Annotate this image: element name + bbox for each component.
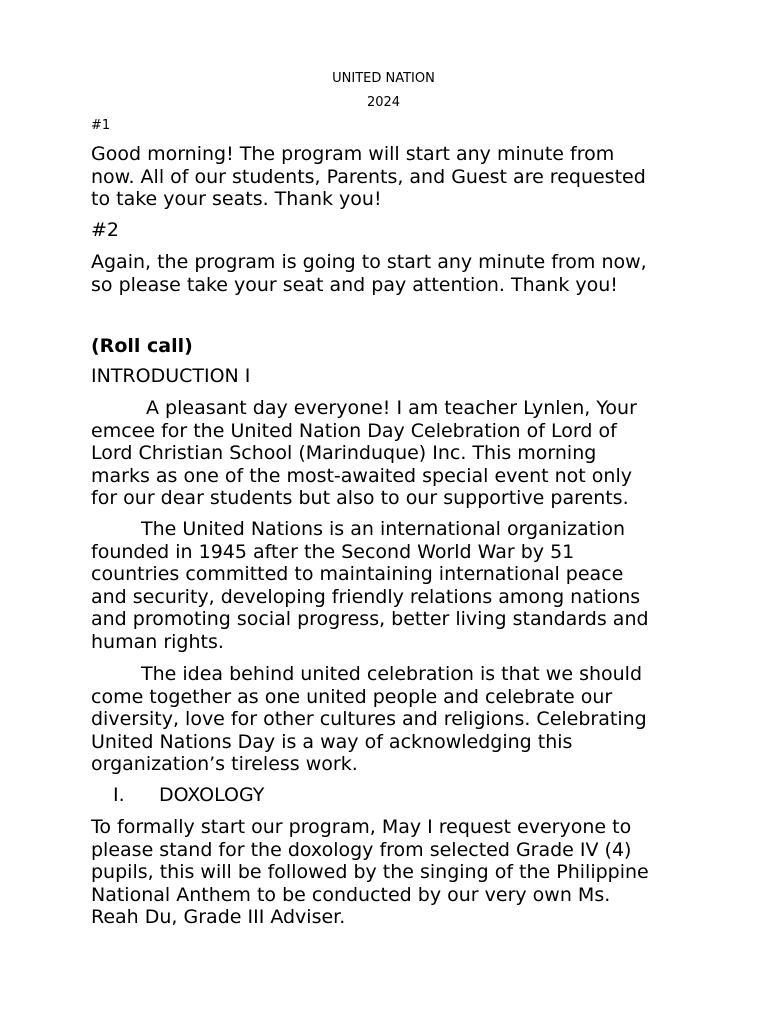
intro-p3-line: diversity, love for other cultures and religions. Celebrating: [91, 708, 647, 730]
section2-paragraph: [91, 251, 691, 296]
intro-paragraph-2: [91, 518, 691, 653]
intro-p1-line: A pleasant day everyone! I am teacher Lynlen, Your: [146, 397, 637, 419]
roll-call-heading: (Roll call): [91, 335, 193, 357]
intro-paragraph-3: [91, 663, 691, 776]
intro-p1-line: marks as one of the most-awaited special event not only: [91, 464, 632, 487]
doxology-line: To formally start our program, May I request everyone to: [91, 816, 632, 838]
introduction-heading: INTRODUCTION I: [91, 365, 251, 387]
intro-p3-line: organization’s tireless work.: [91, 753, 358, 775]
doxology-line: Reah Du, Grade III Adviser.: [91, 906, 346, 928]
intro-p2-line: countries committed to maintaining international peace: [91, 563, 624, 585]
document-title: UNITED NATION: [332, 71, 435, 86]
doxology-line: pupils, this will be followed by the singing of the Philippine: [91, 861, 649, 883]
doxology-line: National Anthem to be conducted by our very own Ms.: [91, 883, 611, 906]
intro-p3-line: The idea behind united celebration is that we should: [141, 663, 643, 685]
document-year: 2024: [366, 95, 401, 110]
list-item-marker: I.: [113, 784, 125, 806]
intro-p1-line: emcee for the United Nation Day Celebration of Lord of: [91, 419, 617, 442]
section1-line: Good morning! The program will start any minute from: [91, 143, 615, 165]
section2-line: Again, the program is going to start any minute from now,: [91, 251, 647, 273]
intro-p2-line: and promoting social progress, better living standards and: [91, 608, 649, 630]
intro-paragraph-1: [91, 397, 691, 510]
section1-line: to take your seats. Thank you!: [91, 188, 382, 210]
doxology-heading: DOXOLOGY: [159, 784, 265, 806]
intro-p2-line: human rights.: [91, 630, 224, 653]
intro-p2-line: and security, developing friendly relations among nations: [91, 585, 641, 608]
doxology-line: please stand for the doxology from selected Grade IV (4): [91, 838, 632, 861]
intro-p1-line: for our dear students but also to our supportive parents.: [91, 487, 629, 509]
section1-label: #1: [91, 118, 111, 133]
intro-p2-line: The United Nations is an international organization: [141, 518, 626, 540]
intro-p3-line: United Nations Day is a way of acknowledging this: [91, 730, 573, 753]
intro-p3-line: come together as one united people and celebrate our: [91, 685, 613, 708]
section2-label: #2: [91, 219, 120, 241]
section1-paragraph: [91, 143, 691, 211]
section2-line: so please take your seat and pay attention. Thank you!: [91, 273, 618, 296]
intro-p2-line: founded in 1945 after the Second World War by 51: [91, 540, 575, 563]
intro-p1-line: Lord Christian School (Marinduque) Inc. This morning: [91, 442, 597, 464]
section1-line: now. All of our students, Parents, and Guest are requested: [91, 165, 646, 188]
doxology-paragraph: [91, 816, 691, 929]
